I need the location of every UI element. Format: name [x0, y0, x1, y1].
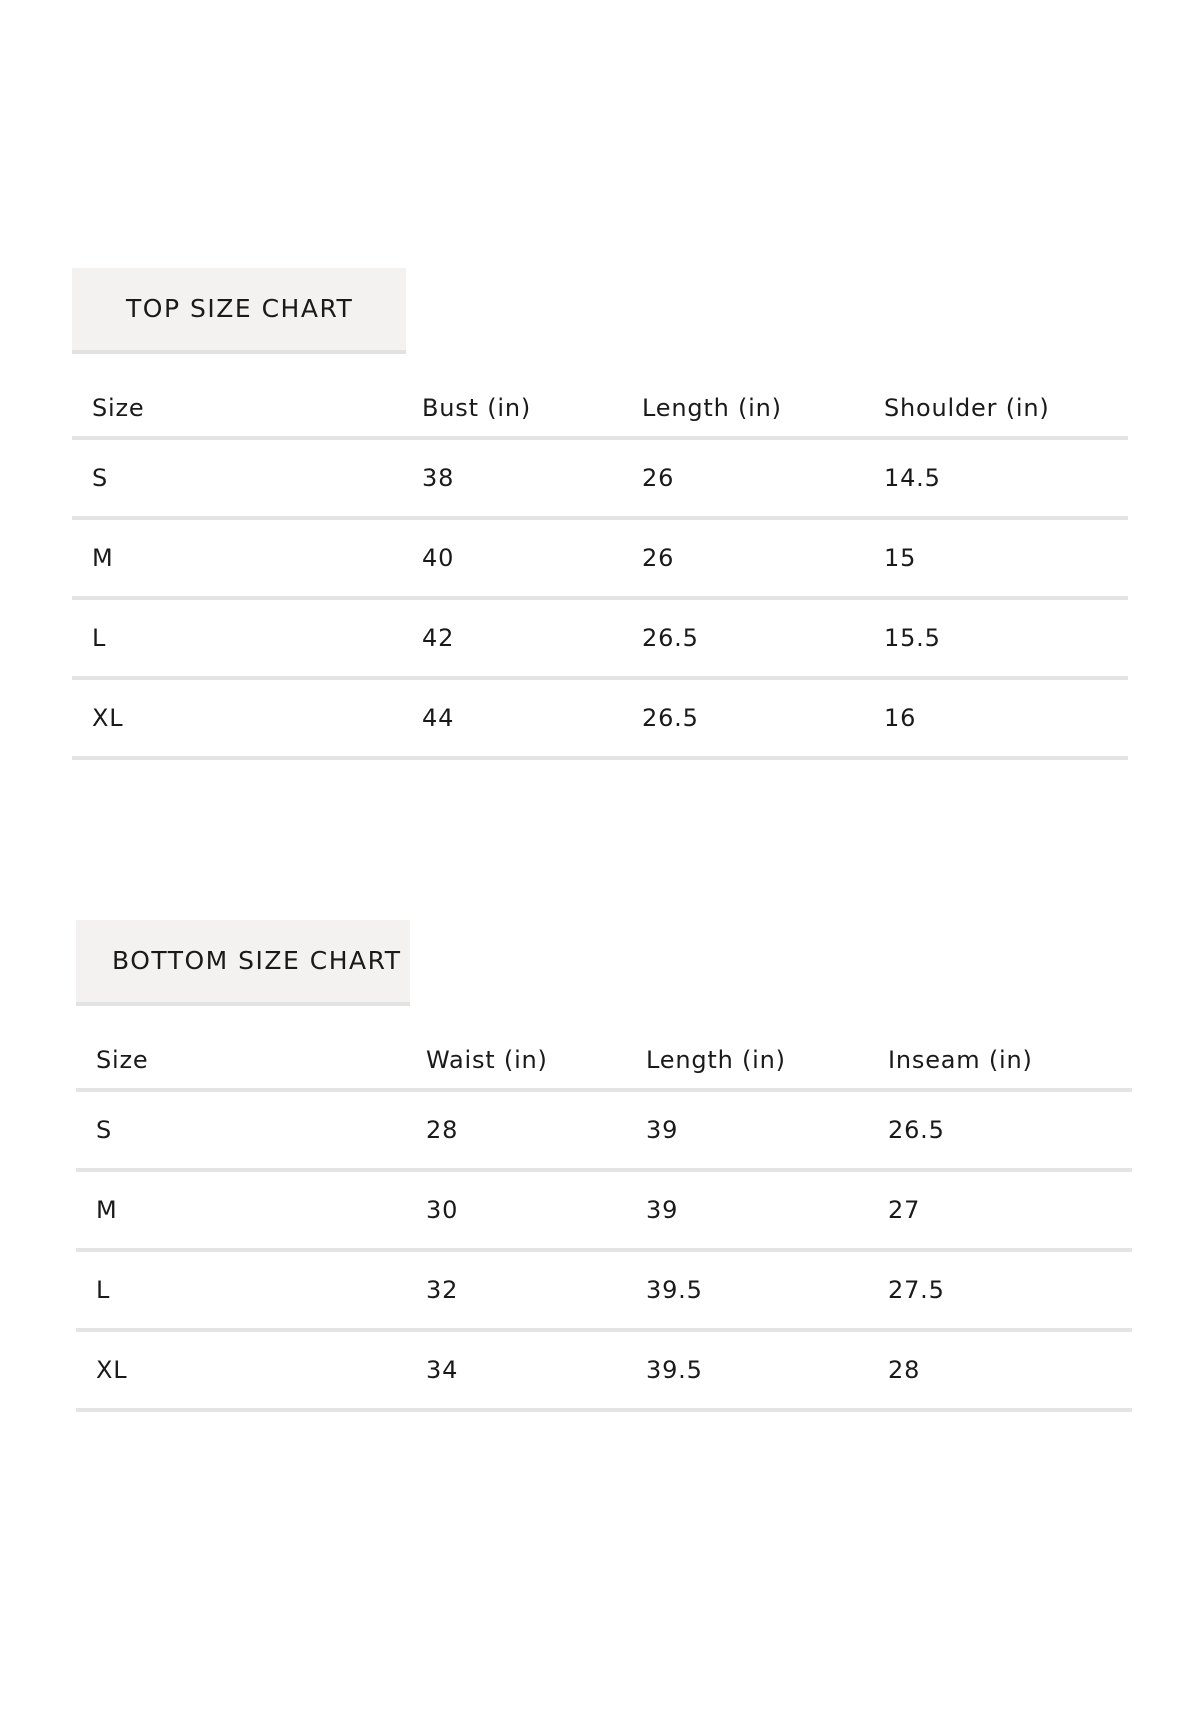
inseam-cell: 28: [868, 1330, 1132, 1410]
table-row: [76, 1250, 1132, 1330]
table-row: [76, 1090, 1132, 1170]
size-cell: S: [72, 438, 402, 518]
table-row: [72, 598, 1128, 678]
length-cell: 26.5: [622, 598, 864, 678]
length-cell: 26: [622, 518, 864, 598]
table-row: [72, 438, 1128, 518]
column-header-length: Length (in): [622, 380, 864, 438]
size-cell: L: [76, 1250, 406, 1330]
inseam-cell: 27: [868, 1170, 1132, 1250]
waist-cell: 30: [406, 1170, 626, 1250]
bottom-size-chart-title: BOTTOM SIZE CHART: [76, 920, 410, 1006]
waist-cell: 34: [406, 1330, 626, 1410]
top-size-chart: [72, 268, 1128, 760]
waist-cell: 28: [406, 1090, 626, 1170]
waist-cell: 32: [406, 1250, 626, 1330]
shoulder-cell: 15.5: [864, 598, 1128, 678]
column-header-length: Length (in): [626, 1032, 868, 1090]
table-row: [72, 518, 1128, 598]
bust-cell: 42: [402, 598, 622, 678]
length-cell: 39.5: [626, 1250, 868, 1330]
size-cell: S: [76, 1090, 406, 1170]
length-cell: 39: [626, 1090, 868, 1170]
column-header-size: Size: [72, 380, 402, 438]
table-header-row: [72, 380, 1128, 438]
length-cell: 26.5: [622, 678, 864, 758]
bust-cell: 38: [402, 438, 622, 518]
inseam-cell: 27.5: [868, 1250, 1132, 1330]
table-header-row: [76, 1032, 1132, 1090]
table-row: [76, 1170, 1132, 1250]
inseam-cell: 26.5: [868, 1090, 1132, 1170]
bottom-size-table: [76, 1032, 1132, 1412]
top-size-chart-title: TOP SIZE CHART: [72, 268, 406, 354]
size-cell: M: [72, 518, 402, 598]
column-header-size: Size: [76, 1032, 406, 1090]
column-header-bust: Bust (in): [402, 380, 622, 438]
bust-cell: 44: [402, 678, 622, 758]
length-cell: 39.5: [626, 1330, 868, 1410]
bottom-size-chart: [76, 920, 1132, 1412]
table-row: [72, 678, 1128, 758]
column-header-inseam: Inseam (in): [868, 1032, 1132, 1090]
length-cell: 26: [622, 438, 864, 518]
column-header-waist: Waist (in): [406, 1032, 626, 1090]
size-cell: M: [76, 1170, 406, 1250]
top-size-table: [72, 380, 1128, 760]
size-cell: L: [72, 598, 402, 678]
table-row: [76, 1330, 1132, 1410]
shoulder-cell: 14.5: [864, 438, 1128, 518]
size-cell: XL: [72, 678, 402, 758]
length-cell: 39: [626, 1170, 868, 1250]
size-cell: XL: [76, 1330, 406, 1410]
bust-cell: 40: [402, 518, 622, 598]
column-header-shoulder: Shoulder (in): [864, 380, 1128, 438]
shoulder-cell: 15: [864, 518, 1128, 598]
shoulder-cell: 16: [864, 678, 1128, 758]
